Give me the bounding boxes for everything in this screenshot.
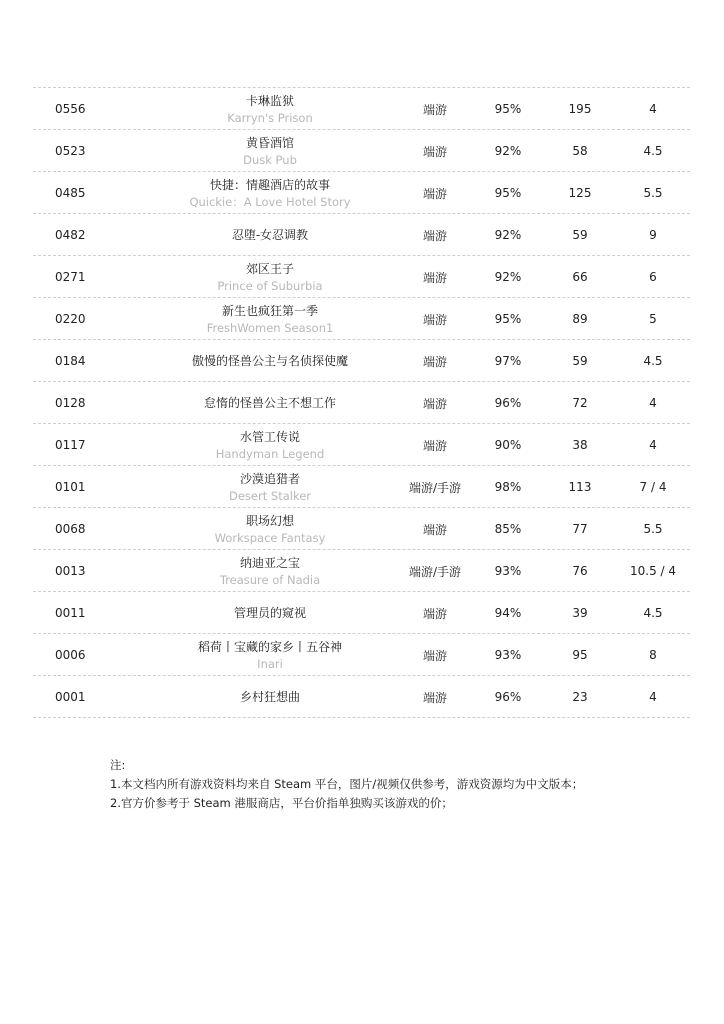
game-price: 4 — [649, 690, 657, 704]
game-name-en: Treasure of Nadia — [219, 572, 321, 587]
game-name-zh: 傲慢的怪兽公主与名侦探使魔 — [191, 354, 348, 368]
table-row — [33, 382, 690, 424]
game-name — [145, 340, 395, 382]
table-row — [33, 466, 690, 508]
game-name-zh: 职场幻想 — [245, 513, 294, 528]
game-review-count: 38 — [572, 438, 588, 452]
game-review-count: 89 — [572, 312, 588, 326]
game-price: 5.5 — [643, 186, 663, 200]
game-id: 0117 — [55, 438, 86, 452]
game-id: 0184 — [55, 354, 86, 368]
game-price: 10.5 / 4 — [629, 564, 677, 578]
game-review-count: 72 — [572, 396, 588, 410]
game-review-count: 59 — [572, 228, 588, 242]
table-row — [33, 634, 690, 676]
table-row — [33, 676, 690, 718]
game-platform: 端游 — [422, 144, 447, 159]
game-platform: 端游 — [422, 228, 447, 243]
game-id: 0556 — [55, 102, 86, 116]
game-name-en: Karryn's Prison — [227, 110, 313, 125]
table-row — [33, 550, 690, 592]
game-review-count: 76 — [572, 564, 588, 578]
game-price: 9 — [649, 228, 657, 242]
game-review-count: 58 — [572, 144, 588, 158]
game-platform: 端游 — [422, 186, 447, 201]
game-price: 4 — [649, 396, 657, 410]
table-row — [33, 508, 690, 550]
game-price: 8 — [649, 648, 657, 662]
game-id: 0068 — [55, 522, 86, 536]
game-price: 7 / 4 — [639, 480, 667, 494]
game-price: 4 — [649, 102, 657, 116]
game-id: 0001 — [55, 690, 86, 704]
notes-line-1: 1.本文档内所有游戏资料均来自 Steam 平台，图片/视频仅供参考，游戏资源均为中文版本； — [110, 777, 584, 791]
table-row — [33, 88, 690, 130]
game-review-count: 95 — [572, 648, 588, 662]
game-id: 0485 — [55, 186, 86, 200]
game-name — [145, 424, 395, 466]
game-name — [145, 88, 395, 130]
game-platform: 端游/手游 — [408, 564, 462, 579]
game-name — [145, 592, 395, 634]
game-name — [145, 676, 395, 718]
game-name-en: Desert Stalker — [229, 488, 311, 503]
game-id: 0006 — [55, 648, 86, 662]
game-id: 0013 — [55, 564, 86, 578]
game-name-zh: 忍堕-女忍调教 — [231, 228, 309, 242]
game-id: 0271 — [55, 270, 86, 284]
game-price: 5.5 — [643, 522, 663, 536]
table-row — [33, 592, 690, 634]
game-id: 0128 — [55, 396, 86, 410]
game-name-zh: 水管工传说 — [239, 429, 300, 444]
game-name-zh: 快捷：情趣酒店的故事 — [209, 177, 330, 192]
game-id: 0220 — [55, 312, 86, 326]
game-name-zh: 沙漠追猎者 — [239, 471, 300, 486]
game-name-en: Prince of Suburbia — [217, 278, 323, 293]
game-rating: 95% — [494, 102, 522, 116]
game-name — [145, 130, 395, 172]
game-rating: 85% — [494, 522, 522, 536]
notes-line-2: 2.官方价参考于 Steam 港服商店，平台价指单独购买该游戏的价； — [110, 796, 453, 810]
game-rating: 94% — [494, 606, 522, 620]
game-platform: 端游 — [422, 690, 447, 705]
table-row — [33, 340, 690, 382]
game-name-en: Quickie：A Love Hotel Story — [189, 194, 351, 209]
game-name-zh: 怠惰的怪兽公主不想工作 — [203, 396, 336, 410]
game-rating: 92% — [494, 228, 522, 242]
game-table — [33, 87, 690, 718]
game-platform: 端游 — [422, 438, 447, 453]
game-review-count: 113 — [568, 480, 592, 494]
game-rating: 95% — [494, 186, 522, 200]
game-rating: 92% — [494, 144, 522, 158]
game-platform: 端游 — [422, 312, 447, 327]
table-row — [33, 214, 690, 256]
game-rating: 98% — [494, 480, 522, 494]
game-review-count: 59 — [572, 354, 588, 368]
game-price: 4.5 — [643, 144, 663, 158]
game-review-count: 77 — [572, 522, 588, 536]
game-name-en: Dusk Pub — [243, 152, 297, 167]
game-rating: 93% — [494, 648, 522, 662]
game-name-en: Workspace Fantasy — [214, 530, 326, 545]
game-id: 0101 — [55, 480, 86, 494]
game-platform: 端游 — [422, 522, 447, 537]
game-name — [145, 508, 395, 550]
game-name-zh: 郊区王子 — [245, 261, 294, 276]
game-platform: 端游 — [422, 648, 447, 663]
game-platform: 端游 — [422, 606, 447, 621]
game-platform: 端游 — [422, 396, 447, 411]
game-name — [145, 214, 395, 256]
game-rating: 96% — [494, 690, 522, 704]
game-review-count: 39 — [572, 606, 588, 620]
game-price: 5 — [649, 312, 657, 326]
game-name — [145, 298, 395, 340]
game-name-zh: 卡琳监狱 — [245, 93, 294, 108]
game-price: 6 — [649, 270, 657, 284]
game-price: 4 — [649, 438, 657, 452]
table-row — [33, 256, 690, 298]
game-name — [145, 256, 395, 298]
notes-section — [110, 756, 690, 813]
game-rating: 92% — [494, 270, 522, 284]
game-platform: 端游/手游 — [408, 480, 462, 495]
game-platform: 端游 — [422, 354, 447, 369]
table-row — [33, 424, 690, 466]
game-name-en: Handyman Legend — [215, 446, 325, 461]
game-rating: 93% — [494, 564, 522, 578]
game-id: 0523 — [55, 144, 86, 158]
game-price: 4.5 — [643, 606, 663, 620]
game-name-zh: 黄昏酒馆 — [245, 135, 294, 150]
table-row — [33, 172, 690, 214]
game-rating: 90% — [494, 438, 522, 452]
game-review-count: 66 — [572, 270, 588, 284]
game-review-count: 125 — [568, 186, 592, 200]
game-name-zh: 管理员的窥视 — [233, 606, 306, 620]
game-id: 0482 — [55, 228, 86, 242]
game-name-zh: 稻荷丨宝藏的家乡丨五谷神 — [197, 639, 342, 654]
game-name-en: Inari — [257, 656, 283, 671]
game-name-en: FreshWomen Season1 — [206, 320, 334, 335]
game-rating: 95% — [494, 312, 522, 326]
game-name — [145, 172, 395, 214]
game-review-count: 23 — [572, 690, 588, 704]
game-name — [145, 382, 395, 424]
game-name-zh: 纳迪亚之宝 — [239, 555, 300, 570]
game-platform: 端游 — [422, 102, 447, 117]
notes-title: 注: — [110, 758, 126, 772]
game-name-zh: 乡村狂想曲 — [239, 690, 300, 704]
game-price: 4.5 — [643, 354, 663, 368]
table-row — [33, 298, 690, 340]
game-name — [145, 634, 395, 676]
game-rating: 97% — [494, 354, 522, 368]
game-id: 0011 — [55, 606, 86, 620]
game-name-zh: 新生也疯狂第一季 — [221, 303, 318, 318]
game-review-count: 195 — [568, 102, 592, 116]
game-rating: 96% — [494, 396, 522, 410]
game-name — [145, 550, 395, 592]
table-row — [33, 130, 690, 172]
game-name — [145, 466, 395, 508]
game-platform: 端游 — [422, 270, 447, 285]
